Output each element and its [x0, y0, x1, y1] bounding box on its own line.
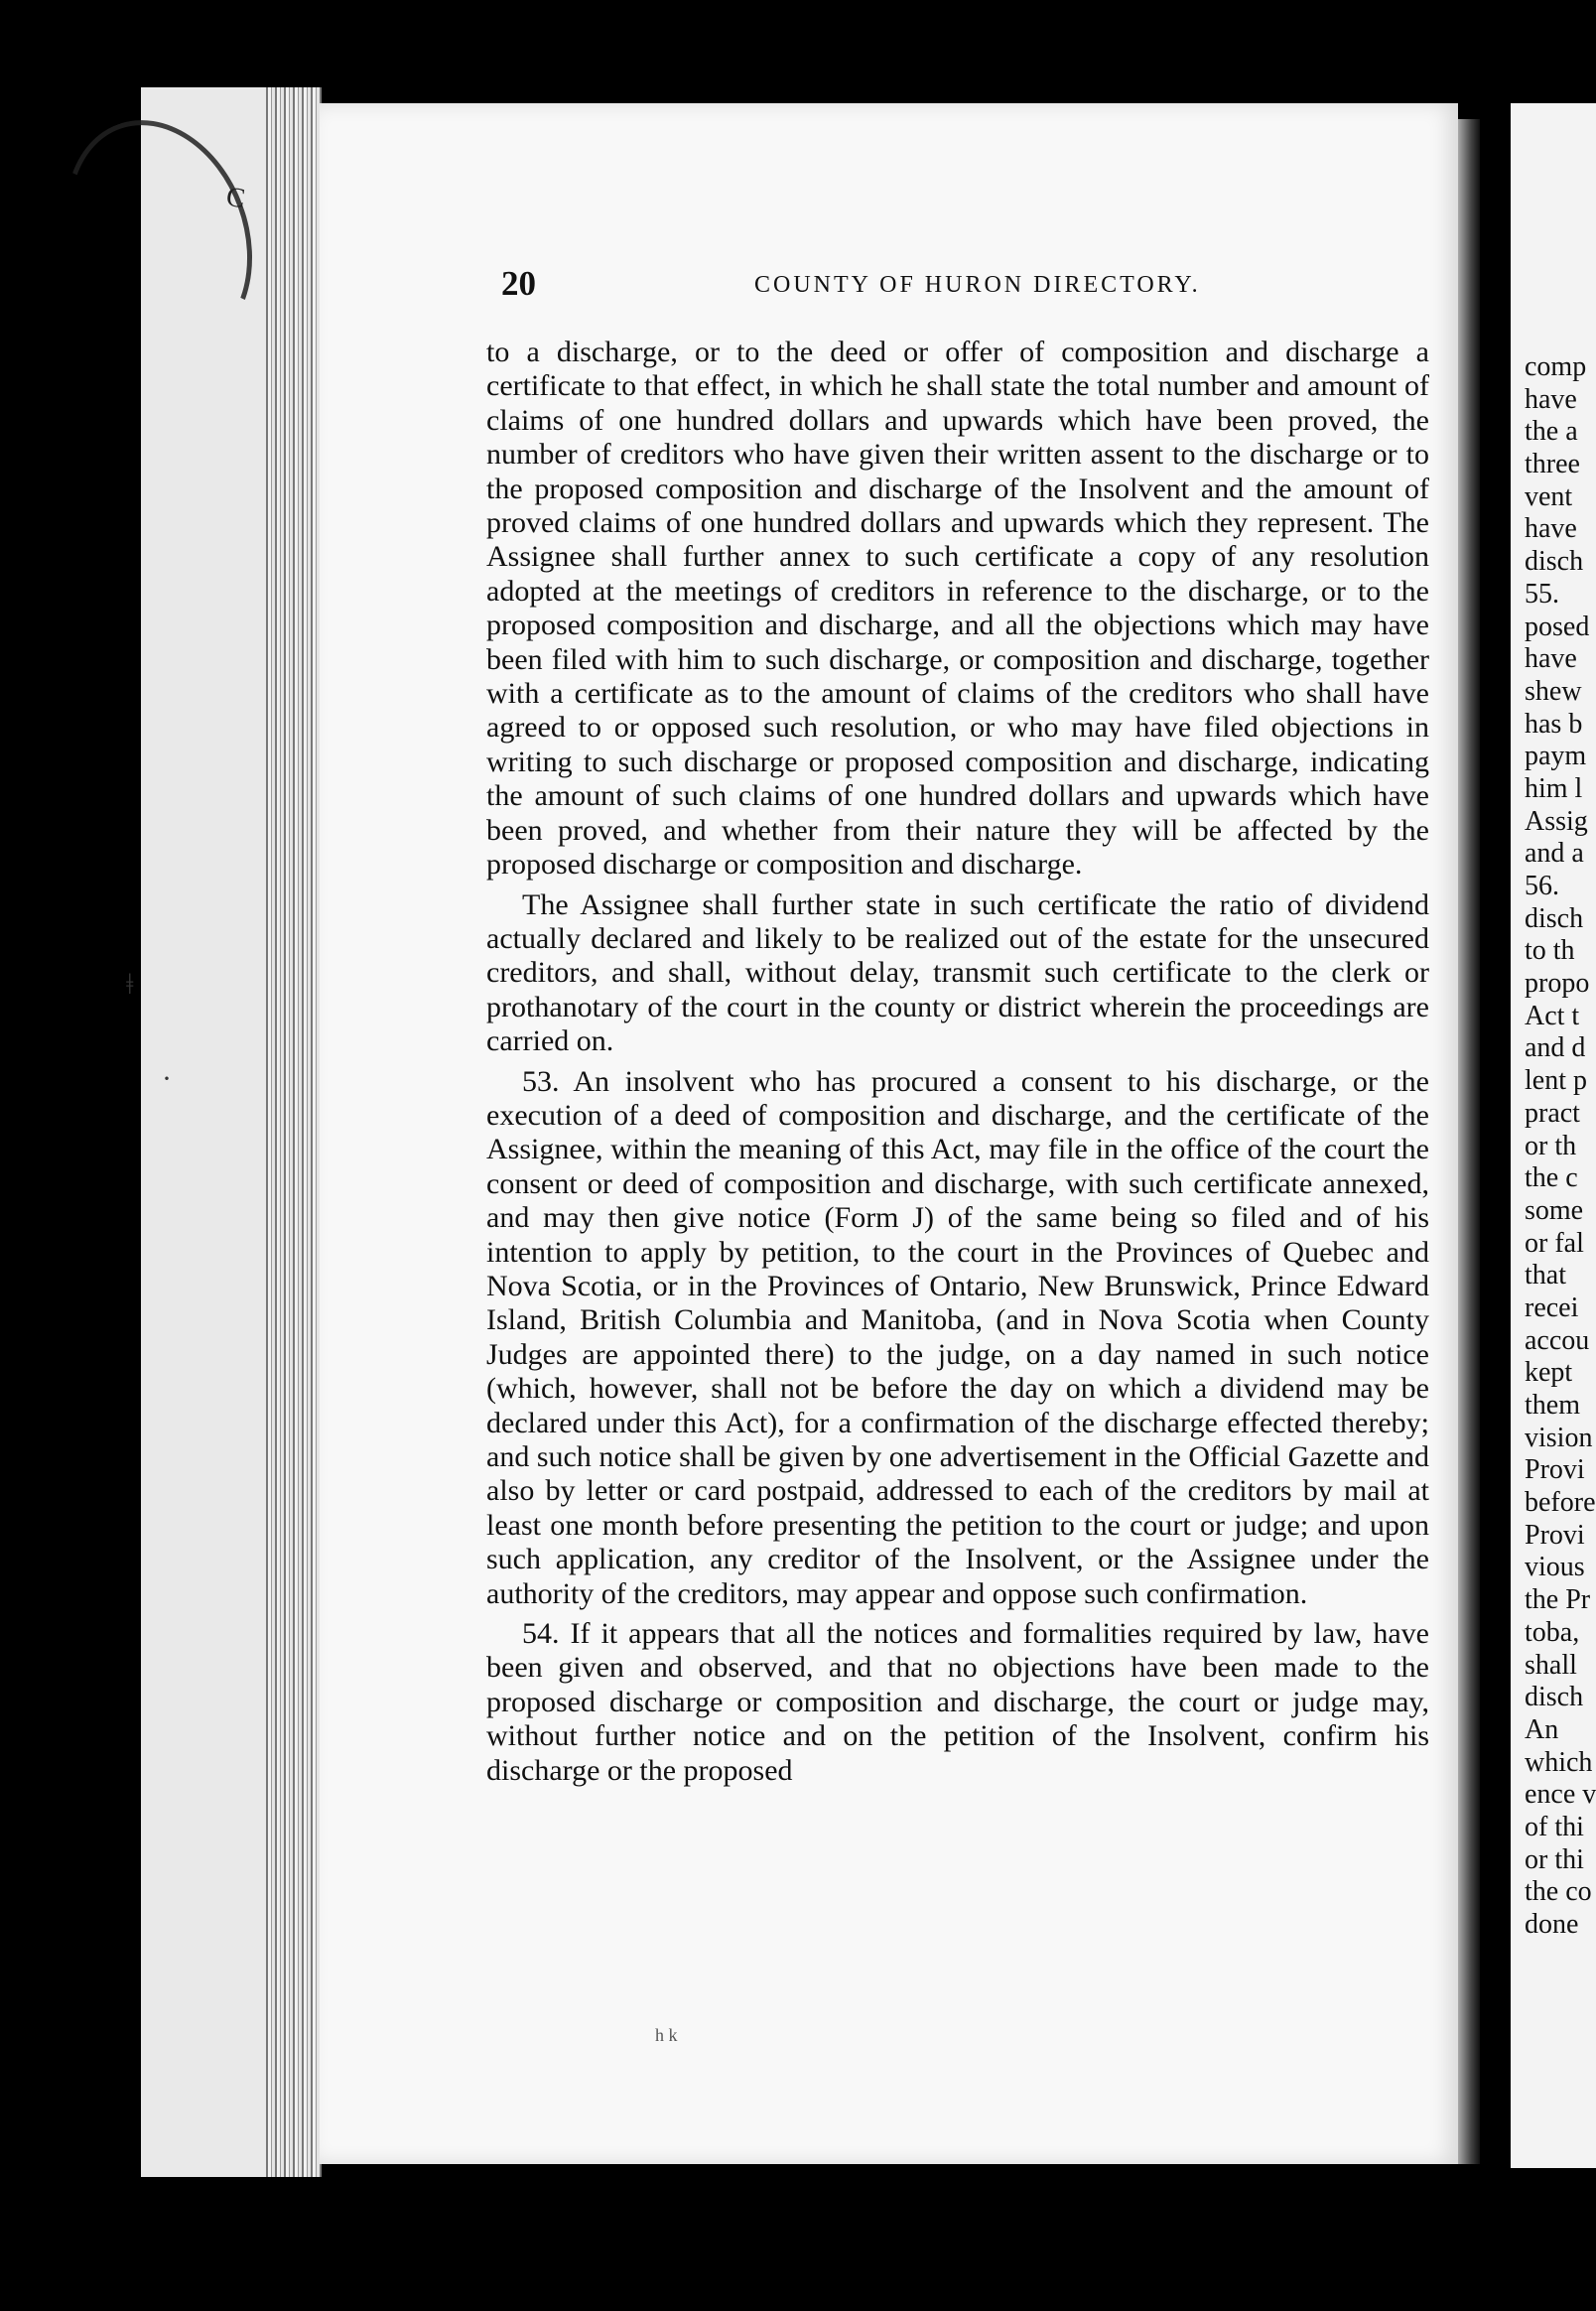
facing-page-line: which [1525, 1746, 1593, 1778]
facing-page-line: Provi [1525, 1519, 1585, 1551]
facing-page-line: posed [1525, 611, 1590, 642]
facing-page-line: have [1525, 383, 1577, 415]
facing-page-line: shall [1525, 1649, 1577, 1681]
running-head: COUNTY OF HURON DIRECTORY. [754, 272, 1201, 298]
facing-page-line: the Pr [1525, 1584, 1591, 1616]
paragraph-assignee-certificate: The Assignee shall further state in such certificate the ratio of dividend actually declared and likely to be realized out of the estate for the unsecured creditors, and shall, without delay, transmit such certificate to the clerk or prothanotary of the court in the county or district wherein the proceedings are carried on. [486, 887, 1429, 1058]
facing-page-line: or th [1525, 1130, 1577, 1161]
facing-page-line: of thi [1525, 1811, 1584, 1842]
facing-page-lines [1525, 351, 1596, 1942]
facing-page-line: disch [1525, 546, 1584, 578]
facing-page-line: some [1525, 1194, 1584, 1226]
previous-page-edge [141, 87, 272, 2177]
facing-page-line: disch [1525, 902, 1584, 934]
facing-page-line: vious [1525, 1552, 1585, 1583]
section-53: 53. An insolvent who has procured a consent to his discharge, or the execution of a deed of composition and discharge, and the certificate of the Assignee, within the meaning of this Act, may file in the office of the court the consent or deed of composition and discharge, with such certificate annexed, and may then give notice (Form J) of the same being so filed and of his intention to apply by petition, to the court in the Provinces of Quebec and Nova Scotia, or in the Provinces of Ontario, New Brunswick, Prince Edward Island, British Columbia and Manitoba, (and in Nova Scotia when County Judges are appointed there) to the judge, on a day named in such notice (which, however, shall not be before the day on which a dividend may be declared under this Act), for a confirmation of the discharge effected thereby; and such notice shall be given by one advertisement in the Official Gazette and also by letter or card postpaid, addressed to each of the creditors by mail at least one month before presenting the petition to the court or judge; and upon such application, any creditor of the Insolvent, or the Assignee under the authority of the creditors, may appear and oppose such confirmation. [486, 1064, 1429, 1610]
facing-page-line: comp [1525, 351, 1587, 382]
facing-page-line: have [1525, 513, 1577, 545]
facing-page-line: vision [1525, 1422, 1593, 1453]
facing-page-line: propo [1525, 968, 1590, 1000]
facing-page-line: accou [1525, 1324, 1590, 1356]
facing-page-line: 55. [1525, 578, 1559, 610]
facing-page-line: paym [1525, 741, 1587, 772]
seal-fragment-text: C [224, 181, 247, 215]
facing-page-line: ence v [1525, 1779, 1596, 1811]
page-number: 20 [501, 264, 536, 303]
facing-page-line: Act t [1525, 1000, 1580, 1031]
facing-page-line: has b [1525, 708, 1583, 740]
facing-page-line: Provi [1525, 1454, 1585, 1486]
facing-page-line: the c [1525, 1162, 1578, 1194]
facing-page-line: him l [1525, 772, 1583, 804]
footer-scribble: h k [655, 2025, 678, 2045]
facing-page-line: disch [1525, 1682, 1584, 1713]
facing-page-line: the a [1525, 416, 1578, 448]
book-page-edges [266, 87, 322, 2177]
page-body [486, 336, 1429, 1788]
section-54: 54. If it appears that all the notices and formalities required by law, have been given and observed, and that no objections have been made to the proposed discharge or composition and discharge, the court or judge may, without further notice and on the petition of the Insolvent, confirm his discharge or the proposed [486, 1617, 1429, 1787]
facing-page-fragment [1511, 103, 1596, 2168]
paragraph-continuation: to a discharge, or to the deed or offer of composition and discharge a certificate to that effect, in which he shall state the total number and amount of claims of one hundred dollars and upwards which have been proved, the number of creditors who have given their written assent to the discharge or to the proposed composition and discharge of the Insolvent and the amount of proved claims of one hundred dollars and upwards which they represent. The Assignee shall further annex to such certificate a copy of any resolution adopted at the meetings of creditors in reference to the discharge, or to the proposed composition and discharge, and all the objections which may have been filed with him to such discharge, or composition and discharge, together with a certificate as to the amount of claims of the creditors who shall have agreed to or opposed such resolution, or who may have filed objections in writing to such discharge or proposed composition and discharge, indicating the amount of such claims of one hundred dollars and upwards which have been proved, and whether from their nature they will be affected by the proposed discharge or composition and discharge. [486, 336, 1429, 882]
margin-mark: ǂ [126, 968, 134, 1001]
facing-page-line: the co [1525, 1876, 1592, 1908]
facing-page-line: lent p [1525, 1065, 1587, 1097]
facing-page-line: Assig [1525, 805, 1588, 837]
page-header [501, 264, 1395, 308]
facing-page-line: or fal [1525, 1227, 1584, 1259]
facing-page-line: them [1525, 1390, 1580, 1421]
facing-page-line: shew [1525, 675, 1582, 707]
facing-page-line: vent [1525, 480, 1573, 512]
facing-page-line: recei [1525, 1291, 1579, 1323]
facing-page-line: pract [1525, 1097, 1580, 1129]
facing-page-line: and d [1525, 1032, 1586, 1064]
facing-page-line: or thi [1525, 1843, 1584, 1875]
facing-page-line: have [1525, 643, 1577, 675]
facing-page-line: toba, [1525, 1616, 1580, 1648]
facing-page-line: three [1525, 449, 1580, 480]
margin-mark: · [162, 1062, 172, 1095]
facing-page-line: that [1525, 1260, 1566, 1291]
facing-page-line: to th [1525, 935, 1575, 967]
facing-page-line: and a [1525, 838, 1584, 870]
facing-page-line: done [1525, 1909, 1579, 1940]
facing-page-line: before [1525, 1487, 1596, 1519]
facing-page-line: kept [1525, 1357, 1573, 1389]
facing-page-line: An [1525, 1713, 1559, 1745]
facing-page-line: 56. [1525, 871, 1559, 901]
page-gutter-shadow [1458, 119, 1480, 2164]
